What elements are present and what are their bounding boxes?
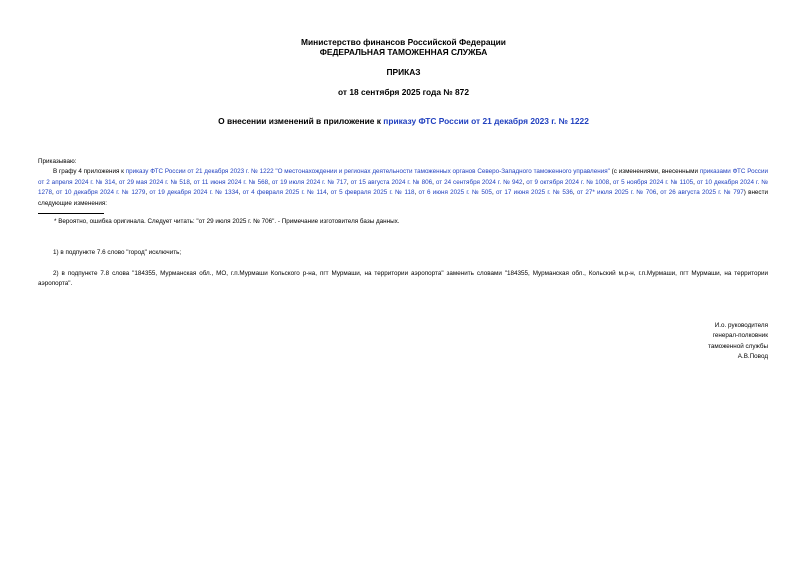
change-item-1: 1) в подпункте 7.6 слово "город" исключить; (53, 249, 182, 256)
text-segment: , (572, 189, 577, 197)
text-segment: , (693, 178, 697, 186)
amendment-link[interactable]: от 11 июня 2024 г. № 568 (193, 178, 269, 186)
text-segment: , (115, 178, 119, 186)
amendment-link[interactable]: от 27* июля 2025 г. № 706 (576, 189, 657, 197)
text-segment: , (522, 178, 527, 186)
document-date: от 18 сентября 2025 года № 872 (337, 87, 469, 97)
document-header (0, 37, 807, 57)
order-link[interactable]: приказу ФТС России от 21 декабря 2023 г. № 1222 "О местонахождении и регионах деятельности таможенных органов Северо-Западного таможенного управления" (125, 168, 610, 176)
ministry-name: Министерство финансов Российской Федерации (301, 37, 506, 47)
intro-text: Приказываю: (38, 158, 77, 165)
text-segment: ) внести следующие изменения: (38, 189, 768, 207)
text-segment: , (656, 189, 661, 197)
amendment-link[interactable]: от 5 ноября 2024 г. № 1105 (612, 178, 694, 186)
text-segment: , (491, 189, 496, 197)
amendment-link[interactable]: от 6 июня 2025 г. № 505 (418, 189, 492, 197)
text-segment: , (432, 178, 436, 186)
text-segment: , (238, 189, 243, 197)
text-segment: (с изменениями, внесенными (609, 168, 700, 176)
amendment-link[interactable]: от 5 февраля 2025 г. № 118 (330, 189, 415, 197)
text-segment: , (189, 178, 194, 186)
service-name: ФЕДЕРАЛЬНАЯ ТАМОЖЕННАЯ СЛУЖБА (319, 47, 488, 57)
amendment-link[interactable]: от 9 октября 2024 г. № 1008 (526, 178, 610, 186)
text-segment: , (145, 189, 150, 197)
document-type: ПРИКАЗ (386, 67, 421, 77)
amendment-link[interactable]: от 17 июня 2025 г. № 536 (495, 189, 573, 197)
amendment-link[interactable]: от 10 декабря 2024 г. № 1278 (38, 178, 768, 197)
amendment-link[interactable]: от 10 декабря 2024 г. № 1279 (56, 189, 146, 197)
footnote-separator (38, 213, 104, 214)
signer-name: А.В.Повод (737, 353, 768, 361)
main-body (38, 157, 768, 209)
signer-service: таможенной службы (708, 342, 768, 350)
text-segment: , (346, 178, 351, 186)
amendment-link[interactable]: от 26 августа 2025 г. № 797 (660, 189, 744, 197)
text-segment: , (414, 189, 419, 197)
amendment-link[interactable]: приказами ФТС России от 2 апреля 2024 г. № 314 (38, 168, 768, 186)
subject-link[interactable]: приказу ФТС России от 21 декабря 2023 г. № 1222 (383, 116, 589, 126)
signature-block (708, 321, 768, 363)
main-paragraph (38, 167, 768, 209)
amendment-link[interactable]: от 19 декабря 2024 г. № 1334 (149, 189, 239, 197)
amendment-link[interactable]: от 15 августа 2024 г. № 806 (350, 178, 433, 186)
change-item-2: 2) в подпункте 7.8 слова "184355, Мурманская обл., МО, г.п.Мурмаши Кольского р-на, пгт Мурмаши, на территории аэропорта" заменить словами "184355, Мурманская обл., Кольский м.р-н, г.п.Мурмаши, пгт Мурмаши, на территории аэропорта". (38, 270, 768, 288)
signer-rank: генерал-полковник (712, 332, 768, 340)
amendment-link[interactable]: от 29 мая 2024 г. № 518 (118, 178, 190, 186)
signer-position: И.о. руководителя (714, 322, 768, 329)
footnote: * Вероятно, ошибка оригинала. Следует читать: "от 29 июля 2025 г. № 706". - Примечание изготовителя базы данных. (54, 218, 400, 225)
amendment-link[interactable]: от 19 июля 2024 г. № 717 (271, 178, 347, 186)
amendment-link[interactable]: от 4 февраля 2025 г. № 114 (242, 189, 327, 197)
text-segment: , (609, 178, 613, 186)
subject-prefix: О внесении изменений в приложение к (218, 116, 384, 126)
document-subject (0, 116, 807, 126)
amendment-link[interactable]: от 24 сентября 2024 г. № 942 (435, 178, 523, 186)
text-segment: , (52, 189, 57, 197)
text-segment: , (326, 189, 331, 197)
text-segment: В графу 4 приложения к (53, 168, 126, 176)
text-segment: , (268, 178, 272, 186)
